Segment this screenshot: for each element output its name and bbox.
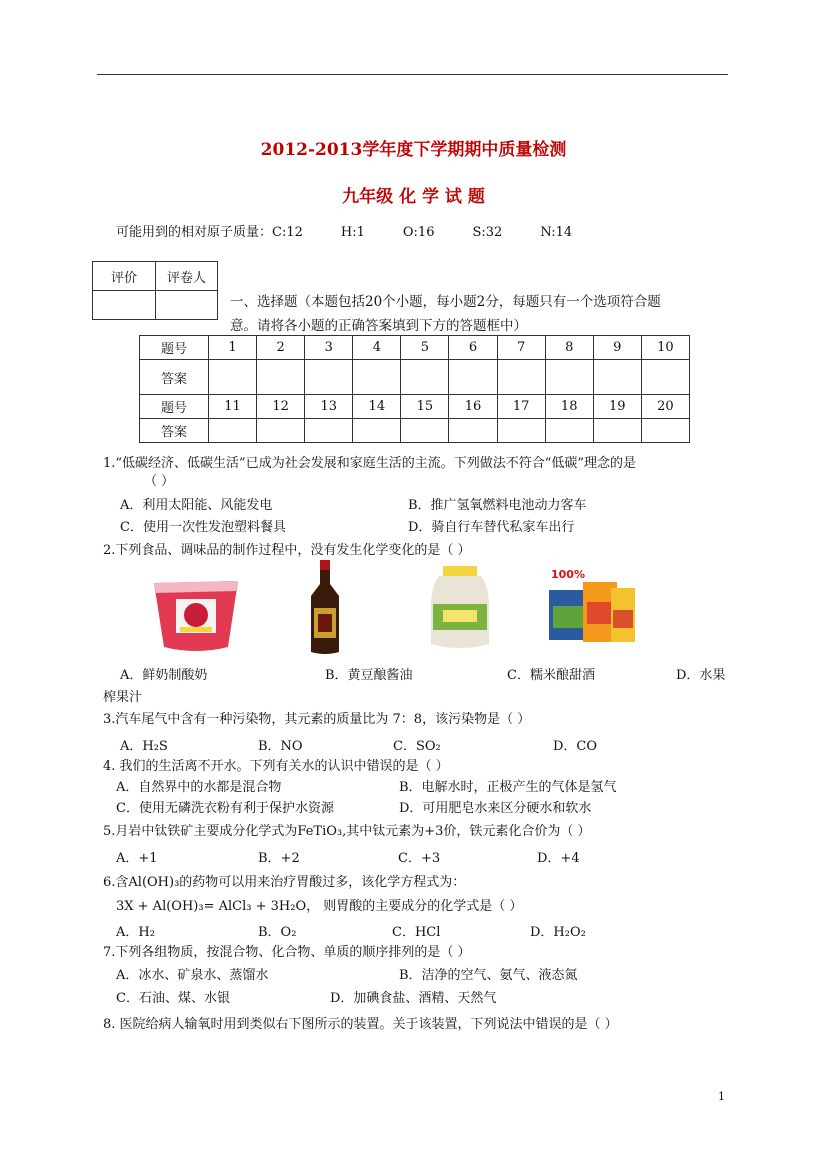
row-label-num: 题号 bbox=[140, 336, 209, 360]
answer-cell[interactable] bbox=[449, 360, 497, 395]
q5-option-b: B．+2 bbox=[258, 851, 300, 866]
atomic-mass-n: N:14 bbox=[540, 225, 573, 240]
answer-cell[interactable] bbox=[545, 419, 593, 443]
q3-option-d: D．CO bbox=[553, 739, 598, 754]
num-cell: 19 bbox=[593, 395, 641, 419]
eval-box bbox=[92, 261, 218, 320]
atomic-mass-o: O:16 bbox=[402, 225, 435, 240]
q2-stem: 2.下列食品、调味品的制作过程中，没有发生化学变化的是（ ） bbox=[103, 543, 471, 558]
num-cell: 20 bbox=[641, 395, 689, 419]
answer-cell[interactable] bbox=[641, 419, 689, 443]
q2-option-b: B．黄豆酿酱油 bbox=[325, 668, 413, 683]
answer-cell[interactable] bbox=[353, 419, 401, 443]
q6-option-c: C．HCl bbox=[392, 925, 441, 940]
answer-cell[interactable] bbox=[401, 419, 449, 443]
eval-label: 评价 bbox=[93, 262, 156, 291]
q7-option-b: B．洁净的空气、氨气、液态氮 bbox=[399, 968, 578, 983]
q7-option-a: A．冰水、矿泉水、蒸馏水 bbox=[116, 968, 269, 983]
q4-option-a: A．自然界中的水都是混合物 bbox=[116, 780, 282, 795]
grader-label: 评卷人 bbox=[156, 262, 218, 291]
q4-option-c: C．使用无磷洗衣粉有利于保护水资源 bbox=[116, 801, 334, 816]
page-title: 2012-2013学年度下学期期中质量检测 bbox=[260, 140, 567, 160]
num-cell: 15 bbox=[401, 395, 449, 419]
q3-option-a: A．H₂S bbox=[120, 739, 168, 754]
answer-table bbox=[139, 335, 690, 443]
juice-badge-text: 100% bbox=[551, 568, 585, 581]
q6-option-b: B．O₂ bbox=[258, 925, 297, 940]
answer-cell[interactable] bbox=[593, 419, 641, 443]
row-label-num: 题号 bbox=[140, 395, 209, 419]
num-cell: 12 bbox=[257, 395, 305, 419]
num-cell: 2 bbox=[257, 336, 305, 360]
section1-line1: 一、选择题（本题包括20个小题，每小题2分，每题只有一个选项符合题 bbox=[230, 294, 661, 310]
q6-equation: 3X + Al(OH)₃= AlCl₃ + 3H₂O， 则胃酸的主要成分的化学式是（ ） bbox=[116, 899, 523, 914]
juice-boxes-image bbox=[545, 566, 639, 654]
row-label-ans: 答案 bbox=[140, 419, 209, 443]
q7-stem: 7.下列各组物质，按混合物、化合物、单质的顺序排列的是（ ） bbox=[103, 945, 471, 960]
num-cell: 4 bbox=[353, 336, 401, 360]
num-cell: 5 bbox=[401, 336, 449, 360]
q7-option-d: D．加碘食盐、酒精、天然气 bbox=[330, 991, 497, 1006]
q5-option-c: C．+3 bbox=[398, 851, 441, 866]
grader-cell[interactable] bbox=[156, 291, 218, 320]
soy-sauce-bottle-image bbox=[305, 560, 345, 660]
answer-cell[interactable] bbox=[353, 360, 401, 395]
q2-option-a: A．鲜奶制酸奶 bbox=[120, 668, 208, 683]
atomic-mass-line bbox=[116, 221, 592, 240]
answer-cell[interactable] bbox=[209, 360, 257, 395]
answer-cell[interactable] bbox=[209, 419, 257, 443]
num-cell: 18 bbox=[545, 395, 593, 419]
page-number: 1 bbox=[718, 1090, 725, 1103]
answer-cell[interactable] bbox=[641, 360, 689, 395]
q2-option-d-cont: 榨果汁 bbox=[103, 690, 143, 705]
eval-cell[interactable] bbox=[93, 291, 156, 320]
atomic-mass-h: H:1 bbox=[340, 225, 365, 240]
num-cell: 3 bbox=[305, 336, 353, 360]
answer-cell[interactable] bbox=[449, 419, 497, 443]
num-cell: 8 bbox=[545, 336, 593, 360]
q4-stem: 4. 我们的生活离不开水。下列有关水的认识中错误的是（ ） bbox=[103, 759, 449, 774]
answer-cell[interactable] bbox=[497, 419, 545, 443]
page-subtitle: 九年级 化 学 试 题 bbox=[342, 187, 485, 207]
row-label-ans: 答案 bbox=[140, 360, 209, 395]
q1-paren: （ ） bbox=[144, 474, 175, 489]
answer-cell[interactable] bbox=[305, 360, 353, 395]
q1-option-a: A．利用太阳能、风能发电 bbox=[120, 498, 273, 513]
q3-option-b: B．NO bbox=[258, 739, 303, 754]
q4-option-d: D．可用肥皂水来区分硬水和软水 bbox=[399, 801, 592, 816]
num-cell: 14 bbox=[353, 395, 401, 419]
q2-option-d: D．水果 bbox=[676, 668, 726, 683]
num-cell: 10 bbox=[641, 336, 689, 360]
num-cell: 13 bbox=[305, 395, 353, 419]
answer-cell[interactable] bbox=[305, 419, 353, 443]
q6-option-a: A．H₂ bbox=[116, 925, 155, 940]
q4-option-b: B．电解水时，正极产生的气体是氢气 bbox=[399, 780, 617, 795]
answer-cell[interactable] bbox=[257, 419, 305, 443]
section1-line2: 意。请将各小题的正确答案填到下方的答题框中） bbox=[230, 318, 527, 334]
num-cell: 11 bbox=[209, 395, 257, 419]
num-cell: 6 bbox=[449, 336, 497, 360]
answer-cell[interactable] bbox=[593, 360, 641, 395]
num-cell: 1 bbox=[209, 336, 257, 360]
q8-stem: 8. 医院给病人输氧时用到类似右下图所示的装置。关于该装置，下列说法中错误的是（ ） bbox=[103, 1017, 618, 1032]
answer-cell[interactable] bbox=[545, 360, 593, 395]
num-cell: 17 bbox=[497, 395, 545, 419]
yogurt-cup-image bbox=[150, 575, 242, 657]
q1-option-c: C．使用一次性发泡塑料餐具 bbox=[120, 520, 286, 535]
num-cell: 16 bbox=[449, 395, 497, 419]
num-cell: 7 bbox=[497, 336, 545, 360]
num-cell: 9 bbox=[593, 336, 641, 360]
atomic-mass-c: C:12 bbox=[272, 225, 303, 240]
q3-option-c: C．SO₂ bbox=[393, 739, 441, 754]
q5-option-d: D．+4 bbox=[537, 851, 580, 866]
q7-option-c: C．石油、煤、水银 bbox=[116, 991, 230, 1006]
q3-stem: 3.汽车尾气中含有一种污染物，其元素的质量比为 7：8，该污染物是（ ） bbox=[103, 712, 531, 727]
atomic-mass-s: S:32 bbox=[472, 225, 503, 240]
q1-option-d: D．骑自行车替代私家车出行 bbox=[408, 520, 575, 535]
answer-cell[interactable] bbox=[257, 360, 305, 395]
q6-option-d: D．H₂O₂ bbox=[530, 925, 586, 940]
q2-option-c: C．糯米酿甜酒 bbox=[507, 668, 595, 683]
rice-wine-jar-image bbox=[429, 566, 491, 654]
answer-cell[interactable] bbox=[497, 360, 545, 395]
q1-option-b: B．推广氢氧燃料电池动力客车 bbox=[408, 498, 587, 513]
atomic-mass-label: 可能用到的相对原子质量： bbox=[116, 225, 273, 240]
answer-cell[interactable] bbox=[401, 360, 449, 395]
q6-stem: 6.含Al(OH)₃的药物可以用来治疗胃酸过多，该化学方程式为： bbox=[103, 875, 466, 890]
q5-stem: 5.月岩中钛铁矿主要成分化学式为FeTiO₃,其中钛元素为+3价，铁元素化合价为（ ） bbox=[103, 824, 591, 839]
q1-stem: 1.“低碳经济、低碳生活”已成为社会发展和家庭生活的主流。下列做法不符合“低碳”理念的是 bbox=[103, 456, 636, 471]
q5-option-a: A．+1 bbox=[116, 851, 158, 866]
header-rule bbox=[97, 74, 728, 75]
